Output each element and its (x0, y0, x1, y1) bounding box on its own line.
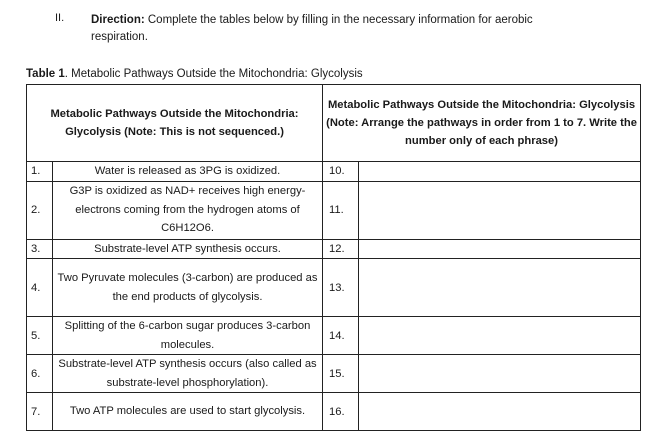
answer-number: 14. (323, 317, 359, 355)
row-description: Water is released as 3PG is oxidized. (53, 162, 323, 182)
row-number: 3. (27, 239, 53, 259)
row-number: 4. (27, 259, 53, 317)
table-caption-text: . Metabolic Pathways Outside the Mitochondria: Glycolysis (64, 68, 363, 80)
row-number: 7. (27, 393, 53, 431)
row-number: 5. (27, 317, 53, 355)
table-row (27, 239, 641, 259)
table-row (27, 162, 641, 182)
answer-cell[interactable] (359, 393, 641, 431)
row-description: Two ATP molecules are used to start glycolysis. (53, 393, 323, 431)
row-description: Splitting of the 6-carbon sugar produces 3-carbon molecules. (53, 317, 323, 355)
answer-cell[interactable] (359, 162, 641, 182)
glycolysis-table (26, 84, 641, 431)
answer-cell[interactable] (359, 355, 641, 393)
table-row (27, 317, 641, 355)
answer-number: 16. (323, 393, 359, 431)
header-right: Metabolic Pathways Outside the Mitochondria: Glycolysis (Note: Arrange the pathways in order from 1 to 7. Write the number only of each phrase) (323, 85, 641, 162)
row-description: Two Pyruvate molecules (3-carbon) are produced as the end products of glycolysis. (53, 259, 323, 317)
answer-cell[interactable] (359, 317, 641, 355)
table-row (27, 181, 641, 239)
answer-number: 11. (323, 181, 359, 239)
section-number: II. (55, 12, 65, 24)
direction-body: Complete the tables below by filling in the necessary information for aerobic respiration. (91, 14, 533, 43)
table-caption (26, 68, 363, 80)
answer-number: 12. (323, 239, 359, 259)
row-number: 1. (27, 162, 53, 182)
table-caption-label: Table 1 (26, 68, 65, 80)
table-row (27, 259, 641, 317)
answer-cell[interactable] (359, 239, 641, 259)
answer-number: 13. (323, 259, 359, 317)
row-number: 2. (27, 181, 53, 239)
row-description: G3P is oxidized as NAD+ receives high energy-electrons coming from the hydrogen atoms of C6H12O6. (53, 181, 323, 239)
answer-cell[interactable] (359, 259, 641, 317)
table-row (27, 393, 641, 431)
direction-text (91, 12, 591, 46)
direction-label: Direction: (91, 14, 145, 26)
row-number: 6. (27, 355, 53, 393)
row-description: Substrate-level ATP synthesis occurs. (53, 239, 323, 259)
answer-cell[interactable] (359, 181, 641, 239)
header-left: Metabolic Pathways Outside the Mitochondria: Glycolysis (Note: This is not sequenced.) (27, 85, 323, 162)
answer-number: 15. (323, 355, 359, 393)
row-description: Substrate-level ATP synthesis occurs (also called as substrate-level phosphorylation). (53, 355, 323, 393)
table-row (27, 355, 641, 393)
answer-number: 10. (323, 162, 359, 182)
